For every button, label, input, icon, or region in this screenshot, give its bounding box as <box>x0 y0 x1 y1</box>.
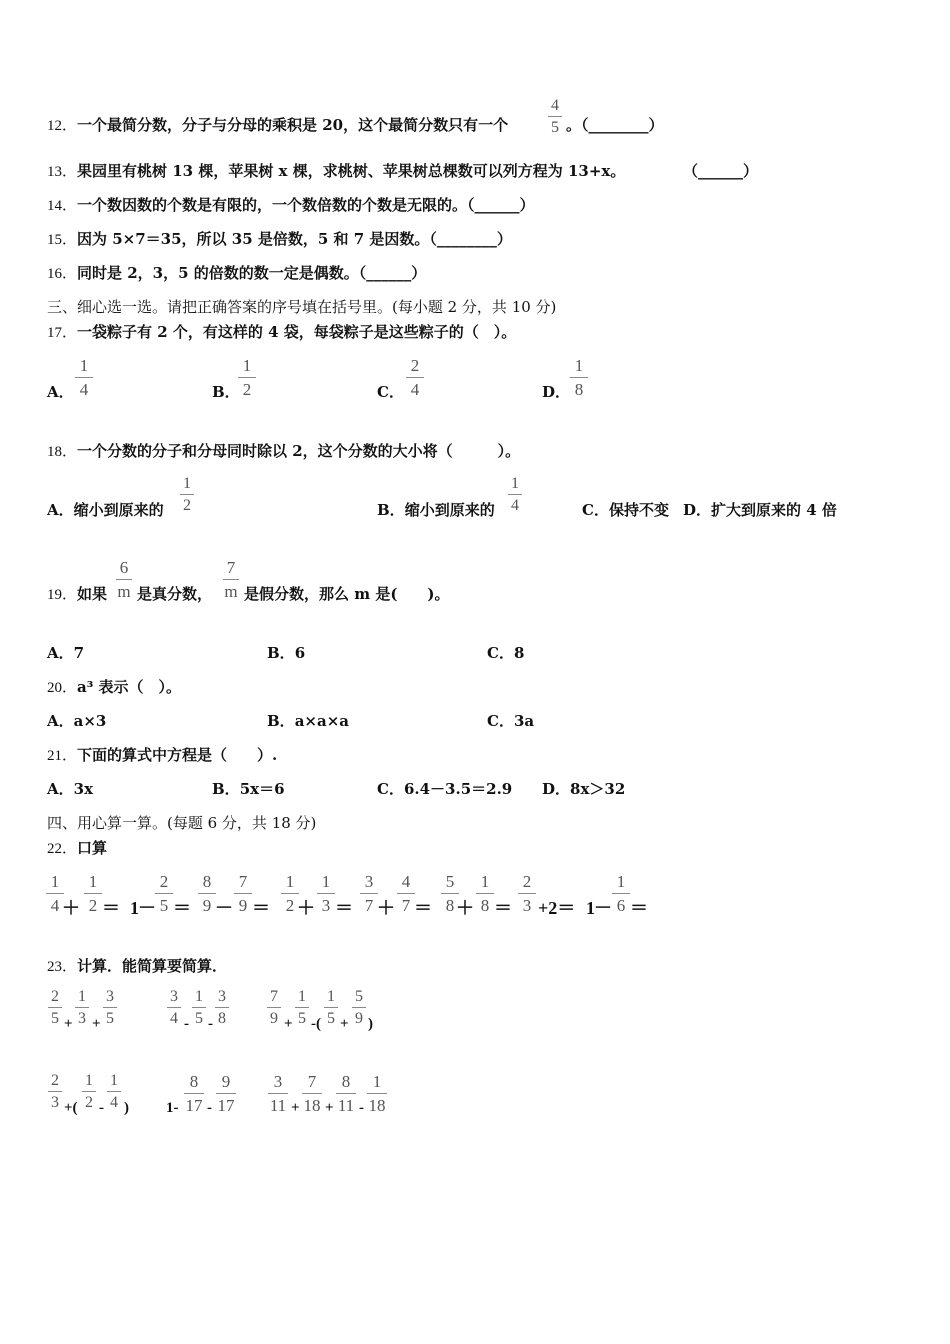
numerator: 2 <box>522 872 532 891</box>
question-17 <box>47 322 516 343</box>
denominator: 5 <box>551 119 559 136</box>
fraction-bar <box>302 1093 322 1094</box>
fraction-bar <box>215 1007 229 1008</box>
denominator: 2 <box>88 896 98 915</box>
option-label: B． <box>377 501 405 519</box>
numerator: 2 <box>51 988 59 1005</box>
plus-two-equals: +2＝ <box>538 898 576 918</box>
question-number: 14． <box>47 198 78 214</box>
numerator: 1 <box>50 872 60 891</box>
option-label: A． <box>47 644 74 662</box>
numerator: 1 <box>195 988 203 1005</box>
question-20 <box>47 677 181 698</box>
section-heading: 三、细心选一选。请把正确答案的序号填在括号里。(每小题 2 分，共 10 分) <box>47 298 557 316</box>
question-text: 一个分数的分子和分母同时除以 2，这个分数的大小将（ ）。 <box>77 442 521 460</box>
numerator: 5 <box>355 988 363 1005</box>
close-paren: ) <box>124 1100 129 1116</box>
numerator: 1 <box>511 475 519 492</box>
question-16 <box>47 263 426 284</box>
calc-fraction <box>105 1073 123 1111</box>
question-text: 果园里有桃树 13 棵，苹果树 x 棵，求桃树、苹果树总棵数可以列方程为 13+x。 <box>77 162 626 180</box>
numerator: 4 <box>401 872 411 891</box>
option-label: B． <box>267 712 295 730</box>
fraction-bar <box>107 1091 121 1092</box>
denominator: 4 <box>170 1010 178 1027</box>
equals-sign: ＝ <box>102 898 120 918</box>
denominator: 8 <box>445 896 455 915</box>
question-number: 22． <box>47 841 78 857</box>
calc-fraction <box>265 989 283 1027</box>
fraction-bar <box>268 1093 288 1094</box>
fraction-bar <box>518 893 536 894</box>
option-b-label[interactable]: B． <box>212 383 240 401</box>
numerator: 1 <box>616 872 626 891</box>
equals-sign: ＝ <box>173 898 191 918</box>
denominator: 5 <box>327 1010 335 1027</box>
option-c[interactable] <box>582 500 669 520</box>
option-a[interactable] <box>47 643 84 663</box>
option-label: A． <box>47 501 74 519</box>
numerator: 7 <box>307 1072 317 1091</box>
denominator: 5 <box>106 1010 114 1027</box>
calc-fraction <box>46 1073 64 1111</box>
denominator: 9 <box>202 896 212 915</box>
question-22 <box>47 838 107 859</box>
calc-fraction <box>300 1073 324 1115</box>
calc-fraction <box>46 989 64 1027</box>
option-a[interactable] <box>47 500 164 520</box>
question-text: a³ 表示（ ）。 <box>77 678 182 696</box>
numerator: 3 <box>106 988 114 1005</box>
option-a-fraction[interactable] <box>73 357 95 399</box>
option-text: 8 <box>513 644 525 662</box>
question-23 <box>47 956 227 977</box>
fraction-bar <box>103 1007 117 1008</box>
fraction-bar <box>352 1007 366 1008</box>
fraction-bar <box>180 494 194 495</box>
option-text: 8x＞32 <box>570 780 626 798</box>
denominator: 17 <box>217 1096 235 1115</box>
denominator: m <box>117 582 131 601</box>
denominator: 9 <box>238 896 248 915</box>
minus-sign: － <box>594 898 612 918</box>
fraction-bar <box>192 1007 206 1008</box>
option-b-fraction[interactable] <box>236 357 258 399</box>
question-number: 21． <box>47 748 78 764</box>
numerator: 1 <box>285 872 295 891</box>
denominator: 4 <box>79 380 89 399</box>
question-number: 17． <box>47 325 78 341</box>
denominator: 3 <box>78 1010 86 1027</box>
calc-fraction <box>182 1073 206 1115</box>
denominator: 2 <box>85 1094 93 1111</box>
option-label: B． <box>212 780 240 798</box>
numerator: 1 <box>183 475 191 492</box>
fraction-bar <box>84 893 102 894</box>
number-one: 1 <box>586 898 595 918</box>
question-15 <box>47 229 512 250</box>
numerator: 3 <box>364 872 374 891</box>
fraction-bar <box>238 377 256 378</box>
numerator: 8 <box>189 1072 199 1091</box>
oral-fraction <box>315 873 337 915</box>
denominator: 5 <box>298 1010 306 1027</box>
question-text: 一个数因数的个数是有限的，一个数倍数的个数是无限的。（______） <box>77 196 535 214</box>
answer-blank[interactable]: （______） <box>683 162 759 180</box>
numerator: 4 <box>551 97 559 114</box>
number-one: 1 <box>130 898 139 918</box>
fraction-bar <box>570 377 588 378</box>
denominator: 8 <box>218 1010 226 1027</box>
denominator: 2 <box>183 497 191 514</box>
oral-fraction <box>82 873 104 915</box>
fraction-bar <box>75 377 93 378</box>
numerator: 3 <box>273 1072 283 1091</box>
denominator: 3 <box>522 896 532 915</box>
option-text: a×a×a <box>294 712 349 730</box>
question-number: 19． <box>47 587 78 603</box>
denominator: 5 <box>195 1010 203 1027</box>
option-d-label[interactable]: D． <box>542 383 571 401</box>
fraction-bar <box>234 893 252 894</box>
calc-fraction <box>73 989 91 1027</box>
minus-sign: － <box>138 898 156 918</box>
plus-sign: + <box>92 1016 101 1032</box>
numerator: 1 <box>110 1072 118 1089</box>
minus-sign: - <box>184 1016 189 1032</box>
fraction-bar <box>216 1093 236 1094</box>
fraction-bar <box>75 1007 89 1008</box>
question-text: 口算 <box>77 839 108 857</box>
question-text: 同时是 2，3，5 的倍数的数一定是偶数。（______） <box>77 264 427 282</box>
question-14 <box>47 195 535 216</box>
fraction-bar <box>281 893 299 894</box>
denominator: m <box>224 582 238 601</box>
calc-fraction <box>190 989 208 1027</box>
question-number: 18． <box>47 444 78 460</box>
fraction-bar <box>324 1007 338 1008</box>
question-21 <box>47 745 277 766</box>
option-label: C． <box>582 501 609 519</box>
calc-fraction <box>350 989 368 1027</box>
minus-sign: - <box>208 1016 213 1032</box>
option-c[interactable] <box>377 779 512 799</box>
section-heading: 四、用心算一算。(每题 6 分，共 18 分) <box>47 814 317 832</box>
question-text: 下面的算式中方程是（ ）. <box>77 746 278 764</box>
fraction-bar <box>167 1007 181 1008</box>
question-19-number <box>47 584 107 605</box>
denominator: 4 <box>511 497 519 514</box>
equals-sign: ＝ <box>630 898 648 918</box>
oral-fraction <box>153 873 175 915</box>
numerator: 2 <box>51 1072 59 1089</box>
option-label: D． <box>542 780 571 798</box>
option-b[interactable] <box>267 711 349 731</box>
fraction-bar <box>48 1091 62 1092</box>
question-number: 23． <box>47 959 78 975</box>
minus-open-paren: -( <box>311 1016 321 1032</box>
question-text: 是假分数，那么 m 是( )。 <box>244 585 450 603</box>
option-c[interactable] <box>487 643 524 663</box>
option-a[interactable] <box>47 711 106 731</box>
numerator: 7 <box>226 558 236 577</box>
option-c-fraction[interactable] <box>404 357 426 399</box>
fraction-bar <box>267 1007 281 1008</box>
question-number: 16． <box>47 266 78 282</box>
fraction-bar <box>397 893 415 894</box>
denominator: 18 <box>303 1096 321 1115</box>
fraction-bar <box>223 579 239 580</box>
calc-fraction <box>80 1073 98 1111</box>
fraction-bar <box>48 1007 62 1008</box>
option-text: 6 <box>294 644 306 662</box>
oral-fraction <box>516 873 538 915</box>
equals-sign: ＝ <box>494 898 512 918</box>
fraction <box>221 559 241 601</box>
fraction-bar <box>295 1007 309 1008</box>
option-text: a×3 <box>73 712 107 730</box>
denominator: 3 <box>321 896 331 915</box>
fraction-bar <box>336 1093 356 1094</box>
plus-sign: + <box>291 1100 300 1116</box>
close-paren: ) <box>368 1016 373 1032</box>
option-label: A． <box>47 780 74 798</box>
minus-sign: - <box>207 1100 212 1116</box>
oral-fraction <box>474 873 496 915</box>
plus-sign: ＋ <box>377 898 395 918</box>
calc-fraction <box>213 989 231 1027</box>
question-number: 20． <box>47 680 78 696</box>
question-number: 12． <box>47 118 78 134</box>
question-text: 如果 <box>77 585 108 603</box>
denominator: 11 <box>337 1096 355 1115</box>
denominator: 3 <box>51 1094 59 1111</box>
denominator: 5 <box>51 1010 59 1027</box>
answer-blank[interactable]: 。（________） <box>566 116 664 134</box>
plus-sign: + <box>284 1016 293 1032</box>
option-label: D． <box>683 501 712 519</box>
fraction-bar <box>476 893 494 894</box>
option-d[interactable] <box>542 779 625 799</box>
calc-fraction <box>101 989 119 1027</box>
option-label: C． <box>377 780 404 798</box>
denominator: 7 <box>364 896 374 915</box>
denominator: 4 <box>410 380 420 399</box>
denominator: 7 <box>401 896 411 915</box>
numerator: 1 <box>85 1072 93 1089</box>
numerator: 5 <box>445 872 455 891</box>
denominator: 11 <box>269 1096 287 1115</box>
option-a[interactable] <box>47 779 93 799</box>
numerator: 1 <box>480 872 490 891</box>
denominator: 9 <box>270 1010 278 1027</box>
denominator: 8 <box>480 896 490 915</box>
option-text: 3x <box>73 780 94 798</box>
denominator: 2 <box>242 380 252 399</box>
option-text: 缩小到原来的 <box>73 501 164 519</box>
plus-open-paren: +( <box>64 1100 78 1116</box>
denominator: 5 <box>159 896 169 915</box>
numerator: 3 <box>218 988 226 1005</box>
option-text: 6.4－3.5＝2.9 <box>403 780 513 798</box>
fraction <box>546 98 564 136</box>
option-text: 3a <box>513 712 535 730</box>
option-b-fraction <box>506 476 524 514</box>
numerator: 7 <box>270 988 278 1005</box>
calc-fraction <box>293 989 311 1027</box>
denominator: 18 <box>368 1096 386 1115</box>
numerator: 1 <box>88 872 98 891</box>
fraction-bar <box>317 893 335 894</box>
question-12 <box>47 115 508 136</box>
fraction-bar <box>184 1093 204 1094</box>
plus-sign: + <box>340 1016 349 1032</box>
question-13 <box>47 161 625 182</box>
numerator: 7 <box>238 872 248 891</box>
question-text: 一袋粽子有 2 个，有这样的 4 袋，每袋粽子是这些粽子的（ ）。 <box>77 323 517 341</box>
denominator: 4 <box>50 896 60 915</box>
numerator: 1 <box>321 872 331 891</box>
fraction-bar <box>155 893 173 894</box>
option-b[interactable] <box>377 500 495 520</box>
numerator: 2 <box>159 872 169 891</box>
oral-fraction <box>610 873 632 915</box>
option-text: 5x＝6 <box>239 780 285 798</box>
numerator: 3 <box>170 988 178 1005</box>
fraction-bar <box>406 377 424 378</box>
numerator: 8 <box>341 1072 351 1091</box>
plus-sign: + <box>325 1100 334 1116</box>
denominator: 8 <box>574 380 584 399</box>
plus-sign: ＋ <box>297 898 315 918</box>
option-c-label[interactable]: C． <box>377 383 404 401</box>
fraction-bar <box>82 1091 96 1092</box>
denominator: 4 <box>110 1094 118 1111</box>
question-number: 13． <box>47 164 78 180</box>
question-18 <box>47 441 520 462</box>
equals-sign: ＝ <box>252 898 270 918</box>
option-a-fraction <box>178 476 196 514</box>
numerator: 2 <box>410 356 420 375</box>
option-label: B． <box>267 644 295 662</box>
minus-sign: - <box>99 1100 104 1116</box>
fraction-bar <box>441 893 459 894</box>
fraction-bar <box>116 579 132 580</box>
option-b[interactable] <box>267 643 305 663</box>
denominator: 6 <box>616 896 626 915</box>
calc-fraction <box>214 1073 238 1115</box>
option-label: C． <box>487 712 514 730</box>
option-a-label[interactable]: A． <box>47 383 74 401</box>
equals-sign: ＝ <box>414 898 432 918</box>
numerator: 1 <box>574 356 584 375</box>
option-text: 扩大到原来的 4 倍 <box>711 501 837 519</box>
option-c[interactable] <box>487 711 534 731</box>
option-text: 7 <box>73 644 85 662</box>
question-text: 计算．能简算要简算． <box>77 957 228 975</box>
option-text: 缩小到原来的 <box>404 501 495 519</box>
option-label: A． <box>47 712 74 730</box>
oral-fraction <box>232 873 254 915</box>
numerator: 6 <box>119 558 129 577</box>
minus-sign: － <box>215 898 233 918</box>
question-text: 是真分数， <box>137 585 213 603</box>
fraction-bar <box>367 1093 387 1094</box>
plus-sign: ＋ <box>62 898 80 918</box>
option-b[interactable] <box>212 779 285 799</box>
numerator: 1 <box>242 356 252 375</box>
numerator: 1 <box>327 988 335 1005</box>
fraction-bar <box>508 494 522 495</box>
option-d-fraction[interactable] <box>568 357 590 399</box>
denominator: 2 <box>285 896 295 915</box>
option-label: C． <box>487 644 514 662</box>
calc-fraction <box>322 989 340 1027</box>
numerator: 1 <box>372 1072 382 1091</box>
fraction-bar <box>198 893 216 894</box>
denominator: 9 <box>355 1010 363 1027</box>
plus-sign: + <box>64 1016 73 1032</box>
numerator: 8 <box>202 872 212 891</box>
calc-fraction <box>365 1073 389 1115</box>
calc-fraction <box>334 1073 358 1115</box>
numerator: 9 <box>221 1072 231 1091</box>
calc-fraction <box>165 989 183 1027</box>
question-text: 一个最简分数，分子与分母的乘积是 20，这个最简分数只有一个 <box>77 116 509 134</box>
question-number: 15． <box>47 232 78 248</box>
numerator: 1 <box>298 988 306 1005</box>
equals-sign: ＝ <box>335 898 353 918</box>
fraction-bar <box>46 893 64 894</box>
fraction-bar <box>548 116 562 117</box>
option-d[interactable] <box>683 500 837 520</box>
one-minus: 1- <box>166 1100 179 1116</box>
calc-fraction <box>266 1073 290 1115</box>
question-text: 因为 5×7＝35，所以 35 是倍数，5 和 7 是因数。（________） <box>77 230 512 248</box>
option-text: 保持不变 <box>608 501 669 519</box>
minus-sign: - <box>359 1100 364 1116</box>
denominator: 17 <box>185 1096 203 1115</box>
fraction-bar <box>360 893 378 894</box>
numerator: 1 <box>78 988 86 1005</box>
plus-sign: ＋ <box>456 898 474 918</box>
fraction <box>114 559 134 601</box>
fraction-bar <box>612 893 630 894</box>
numerator: 1 <box>79 356 89 375</box>
